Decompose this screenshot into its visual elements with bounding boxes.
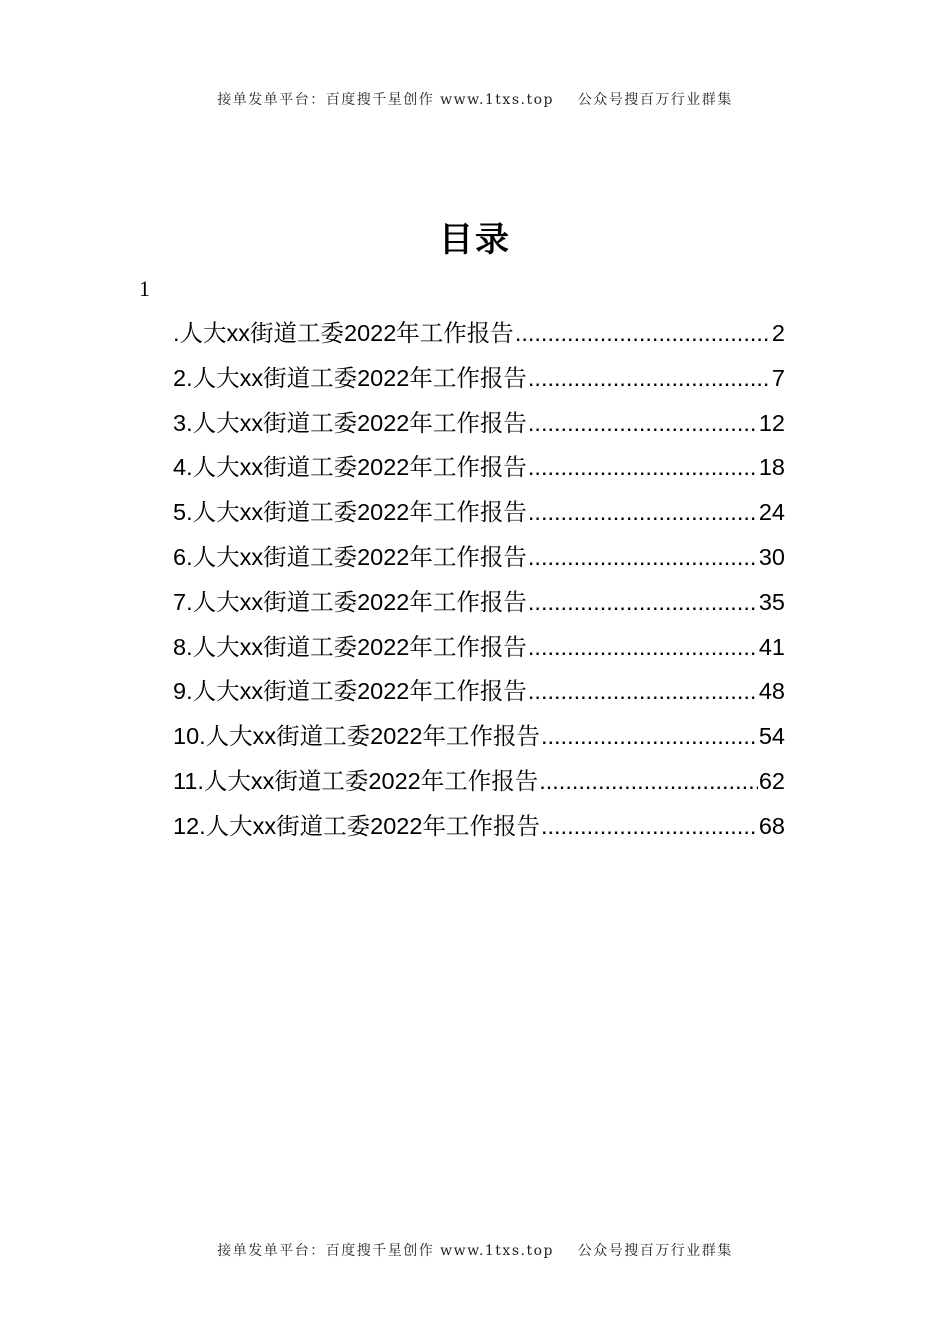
toc-leader-dots: [541, 813, 758, 840]
toc-entry-page: 18: [758, 454, 785, 481]
toc-entry[interactable]: [173, 314, 785, 359]
toc-entry-page: 54: [758, 723, 785, 750]
table-of-contents: [173, 314, 785, 852]
toc-entry-title: 9.人大xx街道工委2022年工作报告: [173, 678, 527, 705]
toc-entry[interactable]: [173, 404, 785, 449]
page-header: 接单发单平台：百度搜千星创作 www.1txs.top 公众号搜百万行业群集: [217, 92, 733, 108]
toc-entry-title: 4.人大xx街道工委2022年工作报告: [173, 454, 527, 481]
toc-entry-page: 68: [758, 812, 785, 839]
toc-entry[interactable]: [173, 672, 785, 717]
toc-leader-dots: [528, 634, 758, 661]
toc-entry[interactable]: [173, 359, 785, 404]
toc-entry-title: 12.人大xx街道工委2022年工作报告: [173, 812, 540, 839]
toc-entry[interactable]: [173, 493, 785, 538]
toc-leader-dots: [539, 768, 758, 795]
toc-entry-title: 5.人大xx街道工委2022年工作报告: [173, 499, 527, 526]
page-title: 目录: [439, 220, 511, 260]
toc-entry-page: 2: [771, 320, 785, 346]
toc-leader-dots: [528, 365, 771, 392]
toc-entry[interactable]: [173, 807, 785, 852]
toc-entry-title: 6.人大xx街道工委2022年工作报告: [173, 543, 527, 570]
toc-entry-page: 41: [758, 633, 785, 660]
toc-leader-dots: [528, 410, 758, 437]
toc-entry-page: 62: [758, 767, 785, 794]
toc-entry-title: 2.人大xx街道工委2022年工作报告: [173, 364, 527, 391]
toc-entry[interactable]: [173, 538, 785, 583]
toc-entry-page: 35: [758, 588, 785, 615]
page-footer: 接单发单平台：百度搜千星创作 www.1txs.top 公众号搜百万行业群集: [217, 1243, 733, 1259]
toc-leader-dots: [528, 544, 758, 571]
toc-leader-dots: [528, 499, 758, 526]
toc-entry-page: 48: [758, 678, 785, 705]
toc-entry[interactable]: [173, 628, 785, 673]
toc-entry[interactable]: [173, 583, 785, 628]
toc-entry-title: 11.人大xx街道工委2022年工作报告: [173, 767, 539, 794]
toc-entry-page: 12: [758, 409, 785, 436]
toc-entry-title: 10.人大xx街道工委2022年工作报告: [173, 723, 540, 750]
toc-entry[interactable]: [173, 448, 785, 493]
toc-entry-title: 7.人大xx街道工委2022年工作报告: [173, 588, 527, 615]
toc-entry-title: .人大xx街道工委2022年工作报告: [173, 320, 514, 346]
toc-leader-dots: [528, 454, 758, 481]
toc-leader-dots: [528, 678, 758, 705]
toc-entry-title: 8.人大xx街道工委2022年工作报告: [173, 633, 527, 660]
toc-leader-dots: [541, 723, 758, 750]
toc-entry-page: 7: [771, 364, 785, 391]
toc-leader-dots: [515, 320, 771, 347]
toc-entry-page: 30: [758, 543, 785, 570]
toc-entry-page: 24: [758, 499, 785, 526]
toc-leader-dots: [528, 589, 758, 616]
stray-number: 1: [139, 276, 150, 301]
toc-entry[interactable]: [173, 762, 785, 807]
toc-entry-title: 3.人大xx街道工委2022年工作报告: [173, 409, 527, 436]
toc-entry[interactable]: [173, 717, 785, 762]
